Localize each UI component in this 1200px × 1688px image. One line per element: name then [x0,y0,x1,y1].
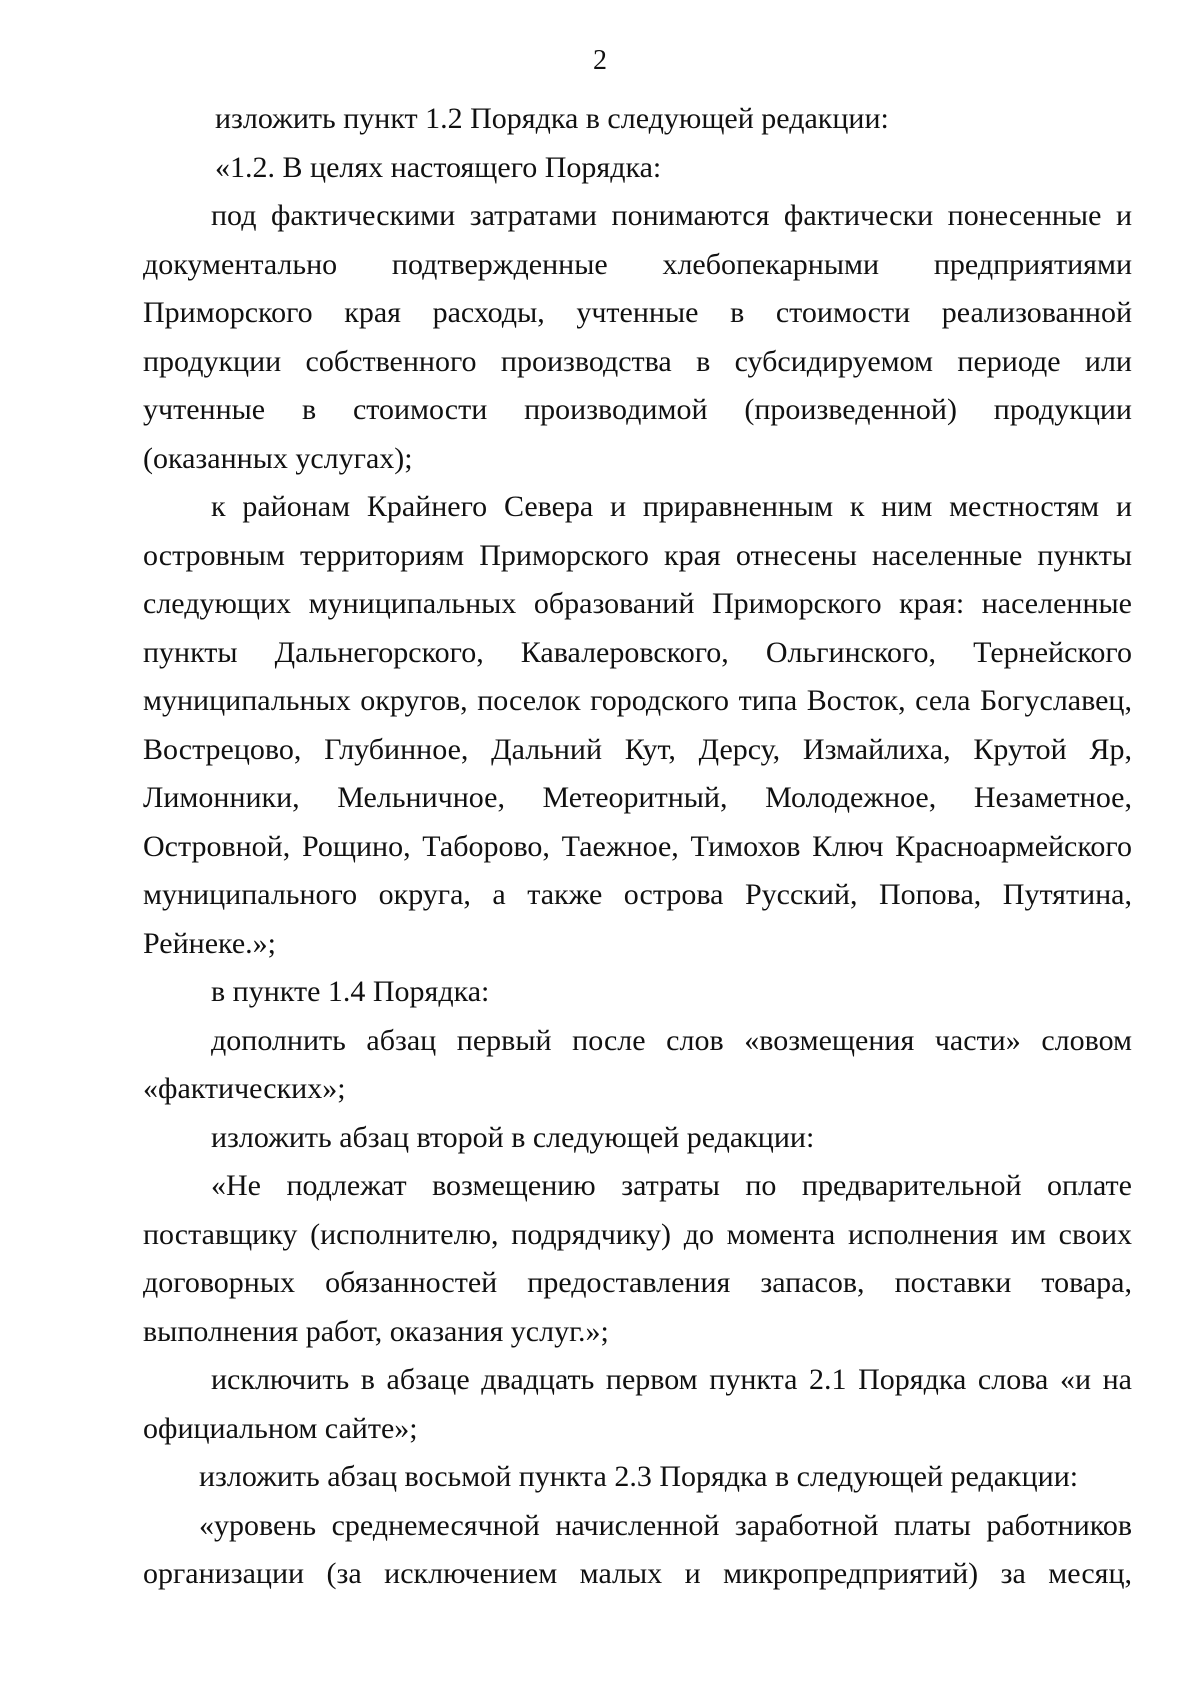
paragraph-1-2-heading: «1.2. В целях настоящего Порядка: [215,150,662,184]
paragraph-amend-second-abstract: изложить абзац второй в следующей редакции: [211,1120,815,1154]
paragraph-average-salary: «уровень среднемесячной начисленной заработной платы работников организации (за исключением малых и микропредприятий) за месяц, [143,1508,1132,1590]
document-body [143,95,1132,1599]
paragraph-far-north-territories: к районам Крайнего Севера и приравненным к ним местностям и островным территориям Приморского края отнесены населенные пункты следующих муниципальных образований Приморского края: населенные пункты Дальнегорского, Кавалеровского, Ольгинского, Тернейского муниципальных округов, поселок городского типа Восток, села Богуславец, Вострецово, Глубинное, Дальний Кут, Дерсу, Измайлиха, Крутой Яр, Лимонники, Мельничное, Метеоритный, Молодежное, Незаметное, Островной, Рощино, Таборово, Таежное, Тимохов Ключ Красноармейского муниципального округа, а также острова Русский, Попова, Путятина, Рейнеке.»; [143,490,1132,960]
paragraph-amend-1-2-intro: изложить пункт 1.2 Порядка в следующей редакции: [215,102,889,135]
page-number: 2 [593,45,607,76]
paragraph-prepayment-exclusion: «Не подлежат возмещению затраты по предварительной оплате поставщику (исполнителю, подрядчику) до момента исполнения им своих договорных обязанностей предоставления запасов, поставки товара, выполнения работ, оказания услуг.»; [143,1169,1132,1348]
paragraph-add-word-actual: дополнить абзац первый после слов «возмещения части» словом «фактических»; [143,1023,1132,1105]
paragraph-amend-1-4-intro: в пункте 1.4 Порядка: [211,975,490,1008]
paragraph-amend-2-3-intro: изложить абзац восьмой пункта 2.3 Порядка в следующей редакции: [199,1460,1079,1493]
paragraph-remove-official-site: исключить в абзаце двадцать первом пункта 2.1 Порядка слова «и на официальном сайте»; [143,1363,1132,1445]
paragraph-actual-costs-definition: под фактическими затратами понимаются фактически понесенные и документально подтвержденные хлебопекарными предприятиями Приморского края расходы, учтенные в стоимости реализованной продукции собственного производства в субсидируемом периоде или учтенные в стоимости производимой (произведенной) продукции (оказанных услугах); [143,199,1132,475]
